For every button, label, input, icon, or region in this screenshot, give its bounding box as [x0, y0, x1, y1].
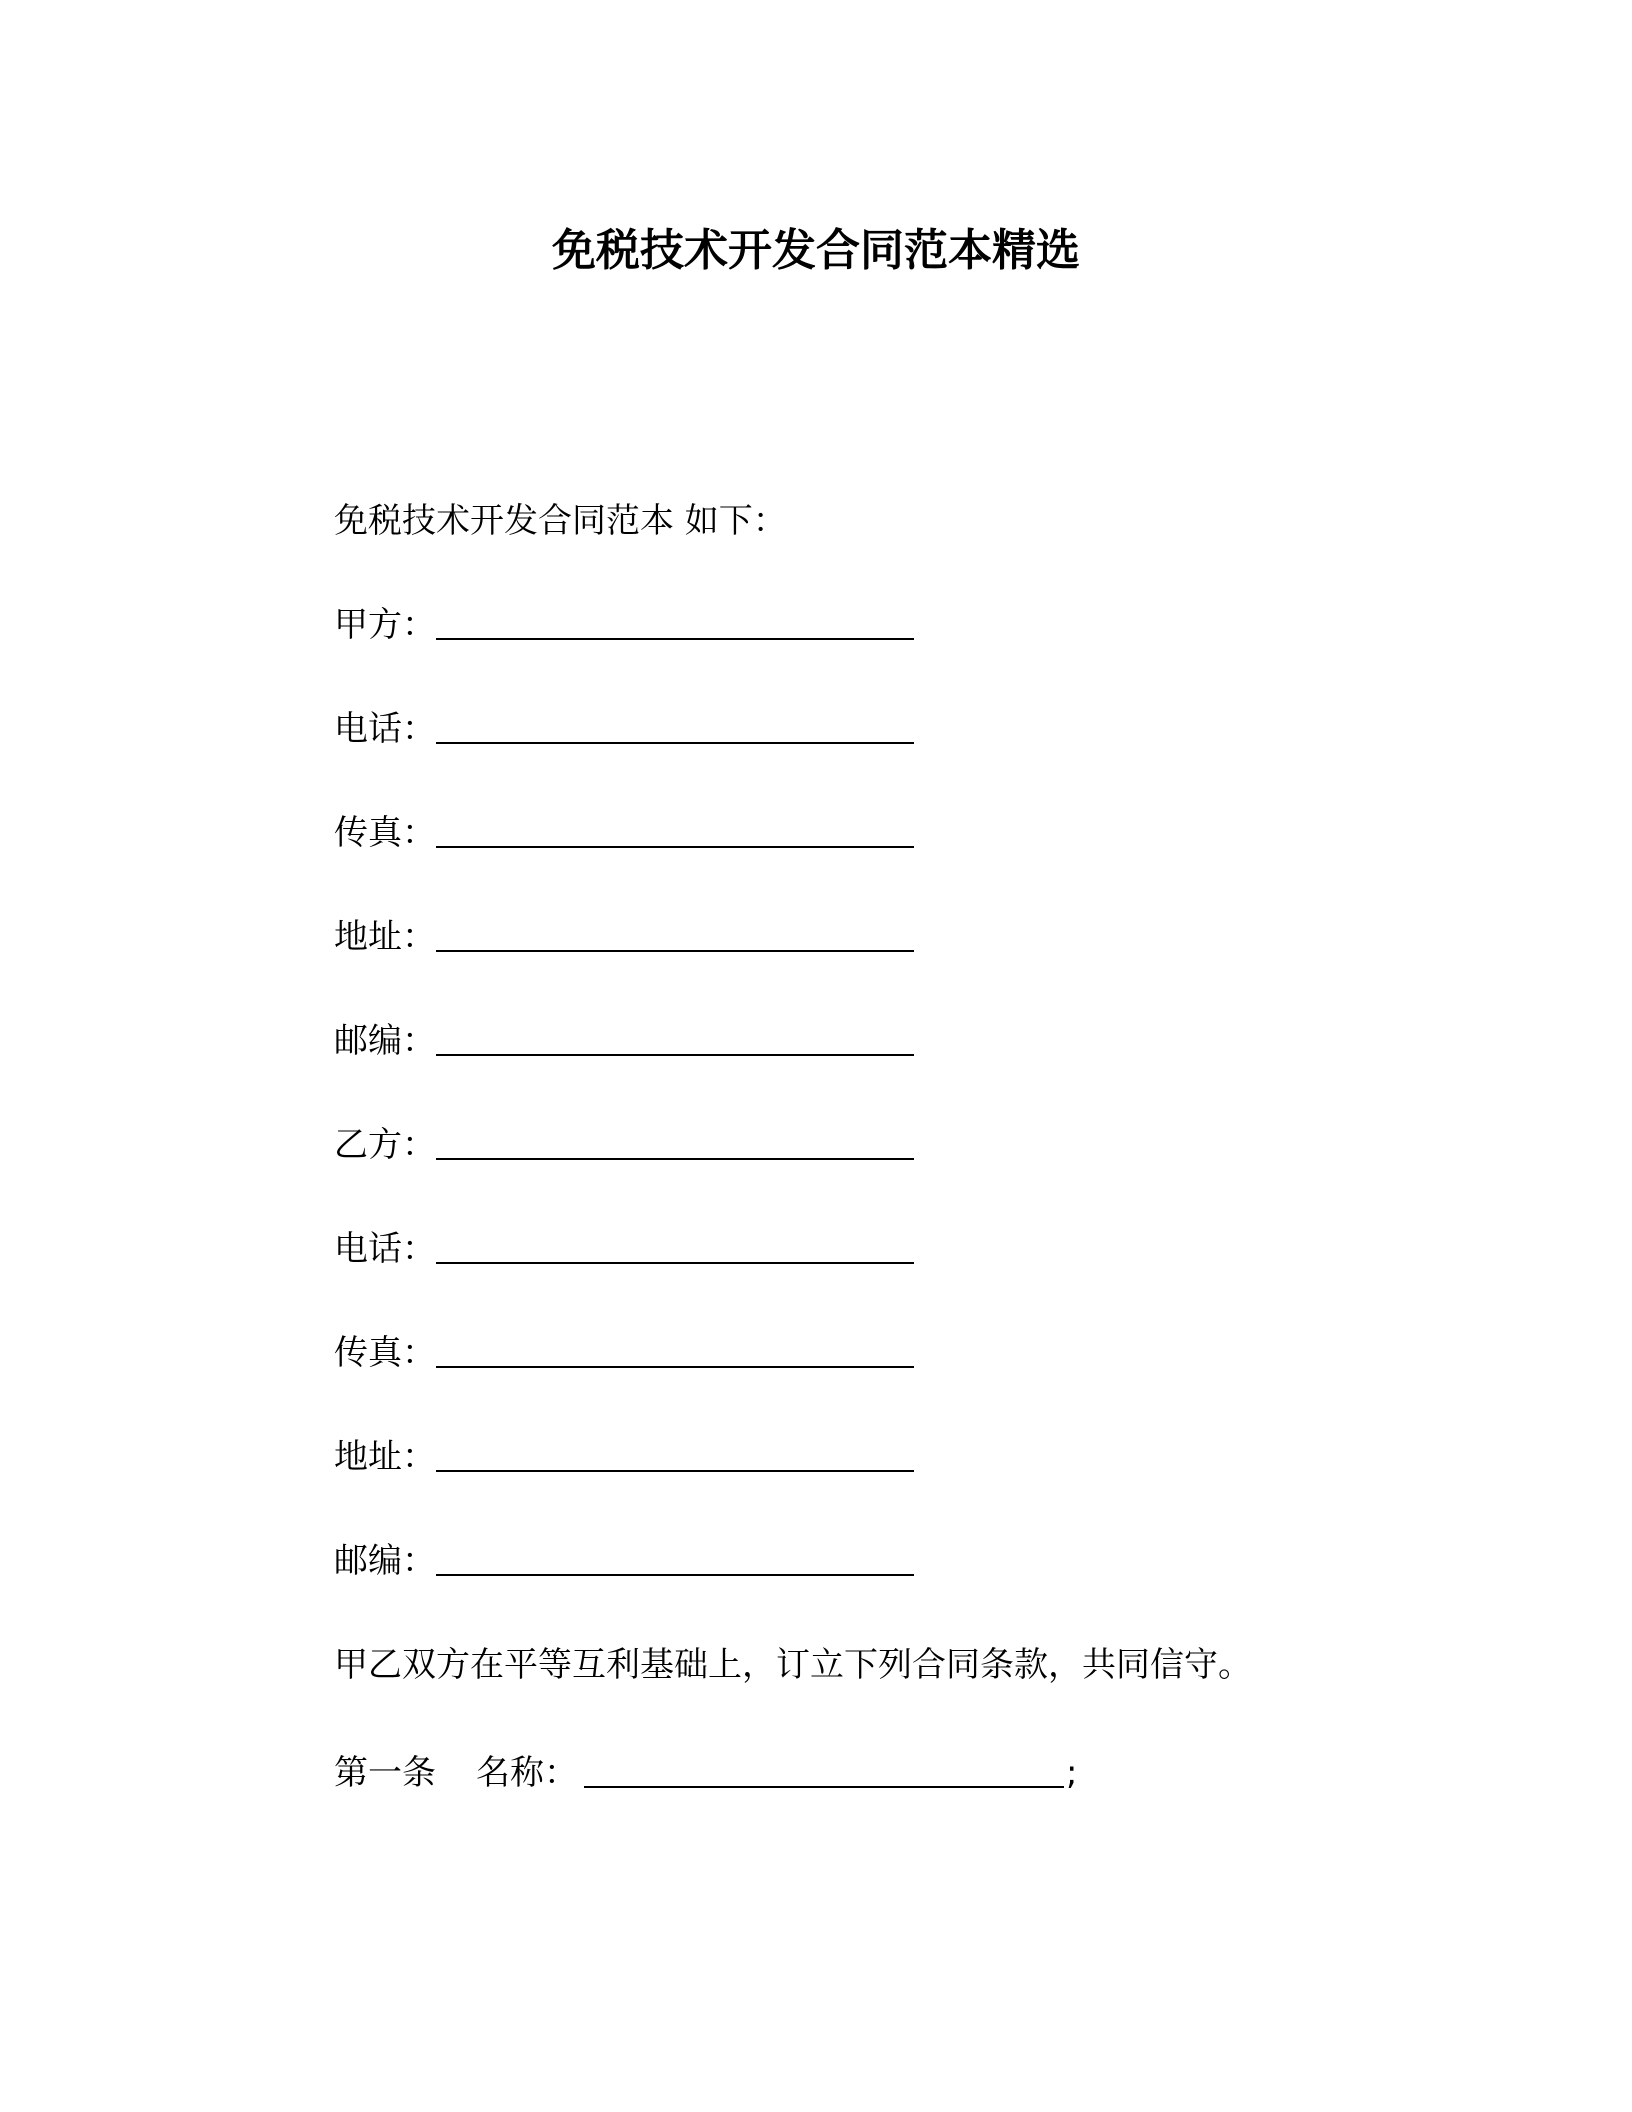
party-a-address-field — [334, 912, 914, 962]
party-a-address-label: 地址： — [334, 917, 436, 957]
party-b-postcode-label: 邮编： — [334, 1541, 436, 1581]
agreement-statement: 甲乙双方在平等互利基础上，订立下列合同条款，共同信守。 — [334, 1645, 1252, 1685]
party-b-address-field — [334, 1432, 914, 1482]
party-b-blank-line[interactable] — [436, 1158, 914, 1160]
party-b-address-label: 地址： — [334, 1437, 436, 1477]
party-b-postcode-field — [334, 1536, 914, 1586]
article-1-field — [334, 1748, 1077, 1798]
party-a-phone-label: 电话： — [334, 709, 436, 749]
party-b-fax-blank-line[interactable] — [436, 1366, 914, 1368]
party-b-label: 乙方： — [334, 1125, 436, 1165]
article-1-label: 名称： — [476, 1753, 578, 1793]
party-b-phone-label: 电话： — [334, 1229, 436, 1269]
party-a-postcode-label: 邮编： — [334, 1021, 436, 1061]
article-1-blank-line[interactable] — [584, 1786, 1064, 1788]
party-a-fax-label: 传真： — [334, 813, 436, 853]
party-a-address-blank-line[interactable] — [436, 950, 914, 952]
party-b-fax-label: 传真： — [334, 1333, 436, 1373]
document-title: 免税技术开发合同范本精选 — [552, 225, 1080, 276]
party-a-phone-field — [334, 704, 914, 754]
party-b-fax-field — [334, 1328, 914, 1378]
party-a-blank-line[interactable] — [436, 638, 914, 640]
party-a-fax-field — [334, 808, 914, 858]
intro-text: 免税技术开发合同范本 如下： — [334, 501, 787, 541]
party-a-field — [334, 600, 914, 650]
party-b-phone-blank-line[interactable] — [436, 1262, 914, 1264]
party-b-phone-field — [334, 1224, 914, 1274]
party-b-postcode-blank-line[interactable] — [436, 1574, 914, 1576]
party-b-field — [334, 1120, 914, 1170]
party-a-postcode-field — [334, 1016, 914, 1066]
article-1-number: 第一条 — [334, 1753, 436, 1793]
party-a-phone-blank-line[interactable] — [436, 742, 914, 744]
party-a-fax-blank-line[interactable] — [436, 846, 914, 848]
party-a-label: 甲方： — [334, 605, 436, 645]
party-a-postcode-blank-line[interactable] — [436, 1054, 914, 1056]
article-1-end: ; — [1066, 1753, 1078, 1793]
party-b-address-blank-line[interactable] — [436, 1470, 914, 1472]
